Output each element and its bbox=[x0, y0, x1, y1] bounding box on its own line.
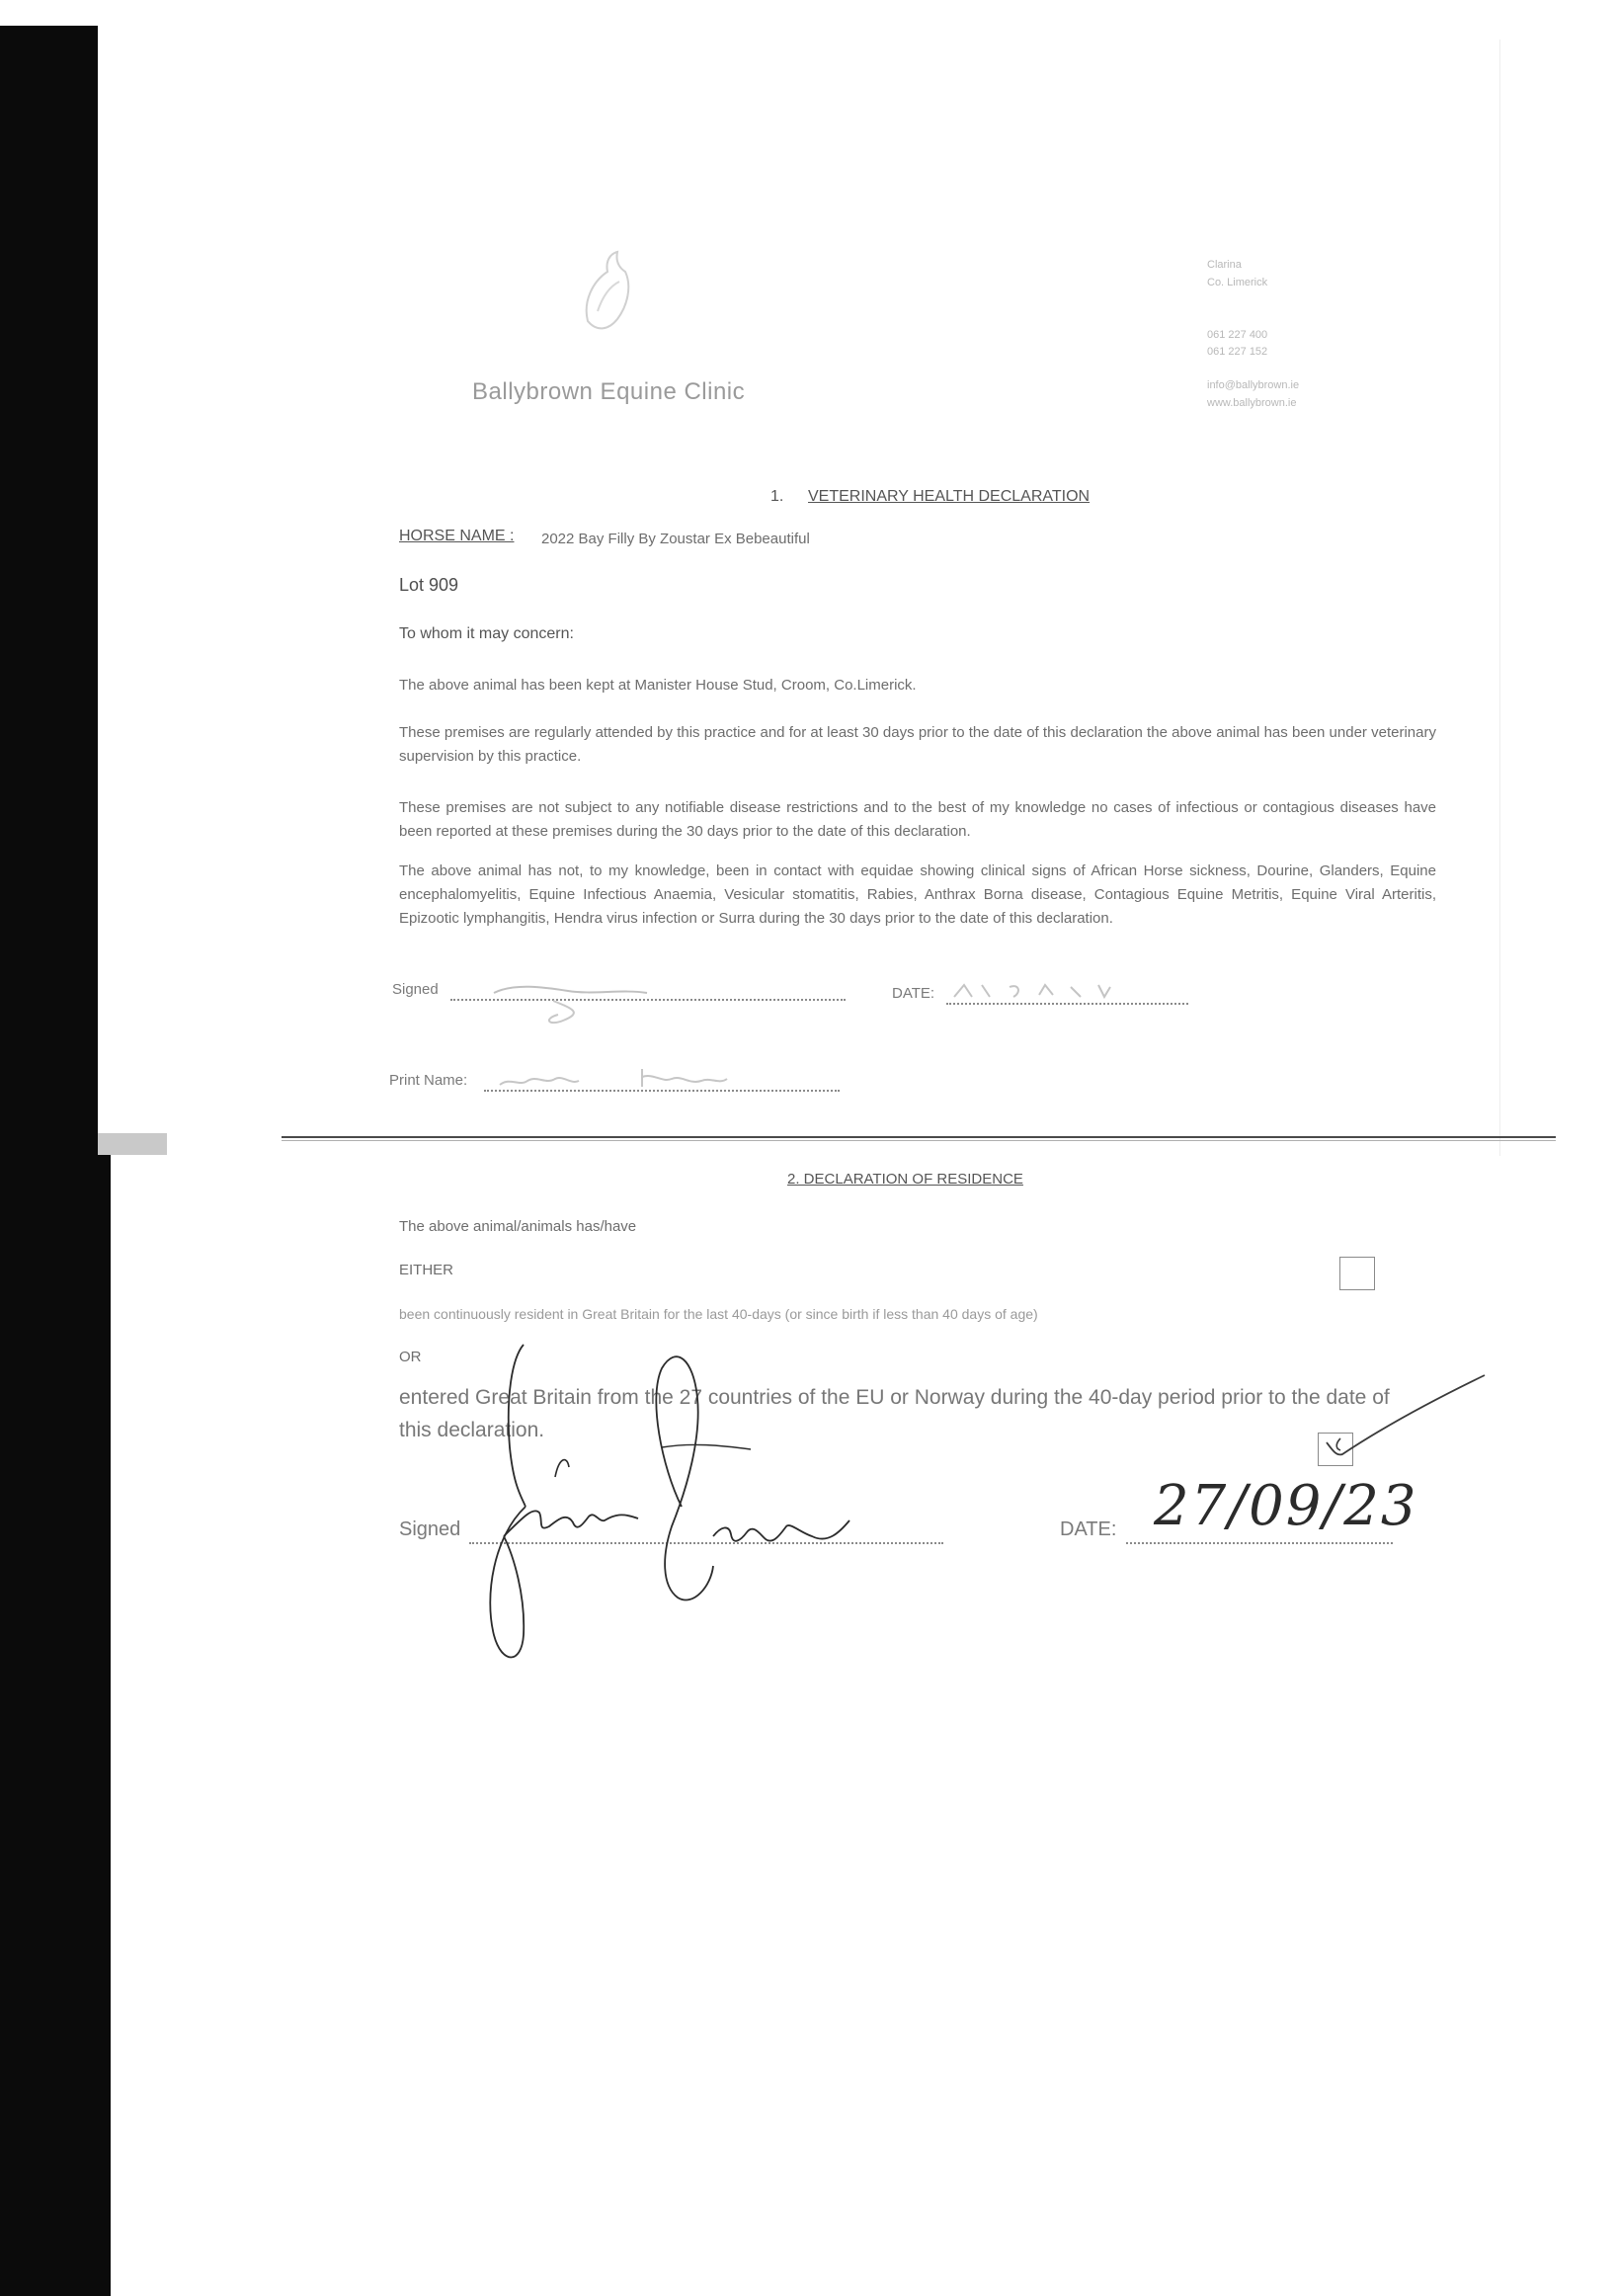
address-line: info@ballybrown.ie bbox=[1207, 379, 1300, 391]
paragraph-supervision: These premises are regularly attended by this practice and for at least 30 days prior to the date of this declaration the above animal has been under veterinary supervision by this practice. bbox=[399, 724, 1436, 765]
residence-date-value: 27/09/23 bbox=[1154, 1474, 1418, 1538]
paragraph-contact: The above animal has not, to my knowledge, been in contact with equidae showing clinical signs of African Horse sickness, Dourine, Glanders, Equine encephalomyelitis, Equine Infectious Anaemia, Vesicular stomatitis, Rabies, Anthrax Borna disease, Contagious Equine Metritis, Equine Viral Arteritis, Epizootic lymphangitis, Hendra virus infection or Surra during the 30 days prior to the date of this declaration. bbox=[399, 862, 1436, 927]
paragraph-kept-at: The above animal has been kept at Manister House Stud, Croom, Co.Limerick. bbox=[399, 677, 917, 694]
salutation: To whom it may concern: bbox=[399, 625, 574, 642]
option2-text: entered Great Britain from the 27 countries of the EU or Norway during the 40-day period prior to the date of this declaration. bbox=[399, 1386, 1390, 1441]
print-name-handwriting-icon bbox=[494, 1065, 731, 1095]
date-label: DATE: bbox=[892, 985, 935, 1002]
owner-signature-icon bbox=[464, 1339, 929, 1675]
address-line: 061 227 400 bbox=[1207, 329, 1268, 341]
vet-signature-icon bbox=[474, 973, 691, 1032]
check-mark-icon bbox=[1319, 1373, 1487, 1472]
either-label: EITHER bbox=[399, 1262, 454, 1278]
scan-edge-lower bbox=[0, 1148, 111, 2296]
scan-edge-upper bbox=[0, 26, 98, 1155]
print-name-label: Print Name: bbox=[389, 1072, 468, 1089]
signed-label: Signed bbox=[392, 981, 439, 998]
section1-heading: VETERINARY HEALTH DECLARATION bbox=[808, 488, 1091, 505]
clinic-logo-icon bbox=[548, 242, 657, 356]
vet-date-handwriting-icon bbox=[950, 981, 1148, 1005]
scan-edge-tab bbox=[98, 1133, 167, 1155]
horse-name-label: HORSE NAME : bbox=[399, 528, 515, 544]
residence-signed-label: Signed bbox=[399, 1518, 461, 1540]
residence-intro: The above animal/animals has/have bbox=[399, 1218, 637, 1235]
address-line: 061 227 152 bbox=[1207, 346, 1268, 358]
option1-text: been continuously resident in Great Britain for the last 40-days (or since birth if less than 40 days of age) bbox=[399, 1306, 1038, 1322]
section1-number: 1. bbox=[770, 488, 784, 505]
lot-number: Lot 909 bbox=[399, 575, 459, 595]
residence-date-line bbox=[1126, 1541, 1393, 1544]
paper-border bbox=[1499, 40, 1500, 1156]
residence-date-label: DATE: bbox=[1060, 1518, 1117, 1540]
option1-checkbox[interactable] bbox=[1339, 1257, 1375, 1290]
paragraph-restrictions: These premises are not subject to any notifiable disease restrictions and to the best of my knowledge no cases of infectious or contagious diseases have been reported at these premises during the 30 days prior to the date of this declaration. bbox=[399, 799, 1436, 840]
horse-name-value: 2022 Bay Filly By Zoustar Ex Bebeautiful bbox=[541, 531, 810, 547]
clinic-name: Ballybrown Equine Clinic bbox=[472, 378, 746, 405]
divider-line bbox=[282, 1140, 1556, 1141]
divider-line bbox=[282, 1136, 1556, 1138]
address-line: Clarina bbox=[1207, 259, 1242, 271]
section2-heading: 2. DECLARATION OF RESIDENCE bbox=[787, 1171, 1023, 1188]
address-line: Co. Limerick bbox=[1207, 277, 1268, 288]
address-line: www.ballybrown.ie bbox=[1207, 397, 1297, 409]
or-label: OR bbox=[399, 1349, 422, 1365]
